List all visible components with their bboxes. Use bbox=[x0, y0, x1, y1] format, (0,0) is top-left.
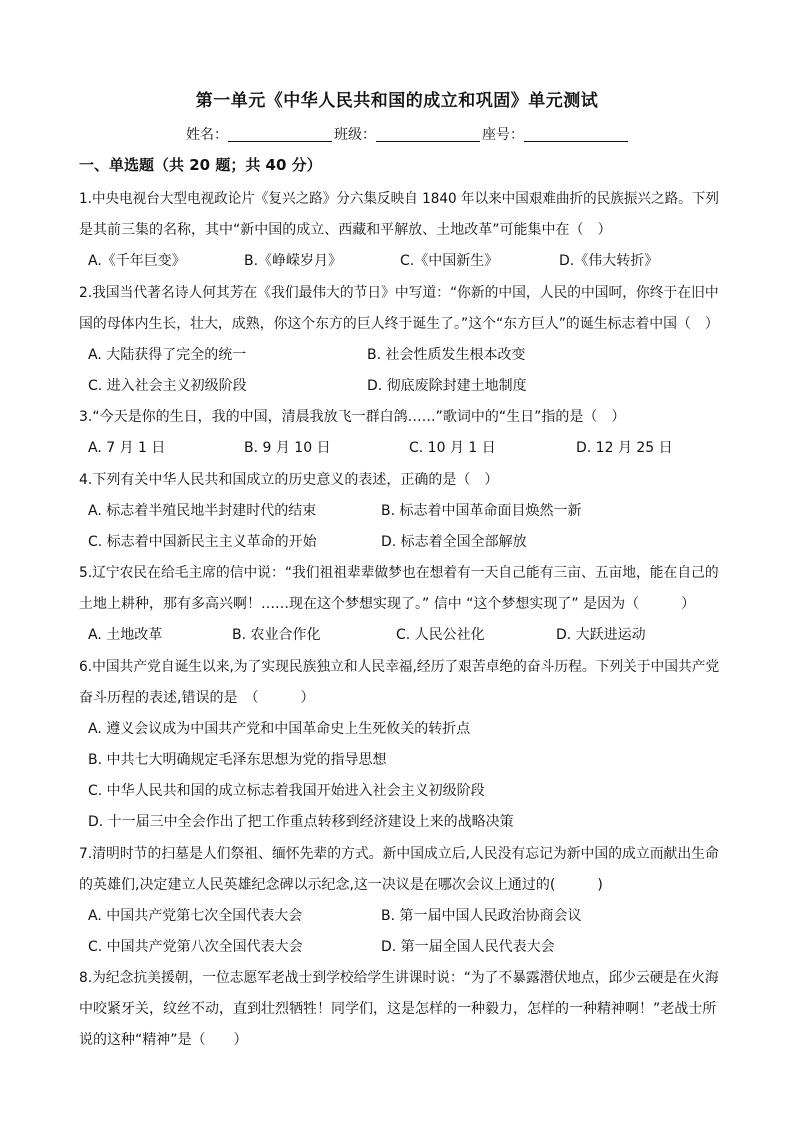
question-2-line-2: 国的母体内生长，壮大，成熟，你这个东方的巨人终于诞生了。”这个“东方巨人”的诞生标志着中国（ ） bbox=[79, 316, 719, 332]
question-6-line-2: 奋斗历程的表述,错误的是 （ ） bbox=[79, 690, 315, 706]
name-blank[interactable] bbox=[228, 127, 332, 142]
question-7-option-d[interactable]: D. 第一届全国人民代表大会 bbox=[381, 939, 555, 955]
question-3-option-c[interactable]: C. 10 月 1 日 bbox=[409, 440, 496, 456]
question-2-option-a[interactable]: A. 大陆获得了完全的统一 bbox=[88, 347, 247, 363]
question-5-option-d[interactable]: D. 大跃进运动 bbox=[556, 627, 646, 643]
question-5-option-c[interactable]: C. 人民公社化 bbox=[396, 627, 485, 643]
page-title: 第一单元《中华人民共和国的成立和巩固》单元测试 bbox=[195, 91, 599, 111]
question-4-option-d[interactable]: D. 标志着全国全部解放 bbox=[381, 534, 527, 550]
question-6-option-d[interactable]: D. 十一届三中全会作出了把工作重点转移到经济建设上来的战略决策 bbox=[88, 814, 514, 830]
question-5-line-2: 土地上耕种，那有多高兴啊！……现在这个梦想实现了。” 信中 “这个梦想实现了” 是因为（ ） bbox=[79, 596, 696, 612]
question-5-option-b[interactable]: B. 农业合作化 bbox=[232, 627, 321, 643]
question-8-line-1: 8.为纪念抗美援朝，一位志愿军老战士到学校给学生讲课时说：“为了不暴露潜伏地点，邱少云硬是在火海 bbox=[79, 970, 719, 986]
question-6-option-a[interactable]: A. 遵义会议成为中国共产党和中国革命史上生死攸关的转折点 bbox=[88, 721, 471, 737]
name-label: 姓名： bbox=[186, 127, 228, 143]
question-2-option-b[interactable]: B. 社会性质发生根本改变 bbox=[367, 347, 526, 363]
question-7-option-c[interactable]: C. 中国共产党第八次全国代表大会 bbox=[88, 939, 303, 955]
question-6-line-1: 6.中国共产党自诞生以来,为了实现民族独立和人民幸福,经历了艰苦卓绝的奋斗历程。下列关于中国共产党 bbox=[79, 659, 720, 675]
section-heading: 一、单选题（共 20 题；共 40 分） bbox=[79, 156, 322, 174]
question-3-option-b[interactable]: B. 9 月 10 日 bbox=[244, 440, 331, 456]
question-3-option-d[interactable]: D. 12 月 25 日 bbox=[576, 440, 673, 456]
question-2-line-1: 2.我国当代著名诗人何其芳在《我们最伟大的节日》中写道：“你新的中国，人民的中国呵，你终于在旧中 bbox=[79, 285, 719, 301]
class-label: 班级： bbox=[334, 127, 376, 143]
question-7-line-1: 7.清明时节的扫墓是人们祭祖、缅怀先辈的方式。新中国成立后,人民没有忘记为新中国的成立而献出生命 bbox=[79, 846, 719, 862]
question-2-option-c[interactable]: C. 进入社会主义初级阶段 bbox=[88, 378, 247, 394]
student-info-line bbox=[186, 124, 630, 144]
class-blank[interactable] bbox=[376, 127, 480, 142]
question-4-option-a[interactable]: A. 标志着半殖民地半封建时代的结束 bbox=[88, 503, 317, 519]
question-1-option-a[interactable]: A.《千年巨变》 bbox=[88, 253, 186, 269]
question-1-option-c[interactable]: C.《中国新生》 bbox=[400, 253, 499, 269]
question-4-line-1: 4.下列有关中华人民共和国成立的历史意义的表述，正确的是（ ） bbox=[79, 472, 499, 488]
question-7-line-2: 的英雄们,决定建立人民英雄纪念碑以示纪念,这一决议是在哪次会议上通过的( ) bbox=[79, 877, 603, 893]
question-6-option-b[interactable]: B. 中共七大明确规定毛泽东思想为党的指导思想 bbox=[88, 752, 387, 768]
question-1-line-2: 是其前三集的名称，其中“新中国的成立、西藏和平解放、土地改革”可能集中在（ ） bbox=[79, 222, 612, 238]
question-7-option-b[interactable]: B. 第一届中国人民政治协商会议 bbox=[381, 908, 582, 924]
question-2-option-d[interactable]: D. 彻底废除封建土地制度 bbox=[367, 378, 527, 394]
question-1-line-1: 1.中央电视台大型电视政论片《复兴之路》分六集反映自 1840 年以来中国艰难曲折的民族振兴之路。下列 bbox=[79, 191, 719, 207]
question-3-line-1: 3.“今天是你的生日，我的中国，清晨我放飞一群白鸽……”歌词中的“生日”指的是（ ） bbox=[79, 409, 626, 425]
question-4-option-b[interactable]: B. 标志着中国革命面目焕然一新 bbox=[381, 503, 582, 519]
question-1-option-d[interactable]: D.《伟大转折》 bbox=[559, 253, 659, 269]
question-4-option-c[interactable]: C. 标志着中国新民主主义革命的开始 bbox=[88, 534, 317, 550]
question-8-line-2: 中咬紧牙关，纹丝不动，直到壮烈牺牲！同学们，这是怎样的一种毅力，怎样的一种精神啊！”老战士所 bbox=[79, 1001, 717, 1017]
question-5-line-1: 5.辽宁农民在给毛主席的信中说：“我们祖祖辈辈做梦也在想着有一天自己能有三亩、五亩地，能在自己的 bbox=[79, 565, 719, 581]
question-1-option-b[interactable]: B.《峥嵘岁月》 bbox=[244, 253, 343, 269]
question-5-option-a[interactable]: A. 土地改革 bbox=[88, 627, 163, 643]
question-6-option-c[interactable]: C. 中华人民共和国的成立标志着我国开始进入社会主义初级阶段 bbox=[88, 783, 485, 799]
question-7-option-a[interactable]: A. 中国共产党第七次全国代表大会 bbox=[88, 908, 303, 924]
seat-label: 座号： bbox=[482, 127, 524, 143]
question-3-option-a[interactable]: A. 7 月 1 日 bbox=[88, 440, 166, 456]
question-8-line-3: 说的这种“精神”是（ ） bbox=[79, 1032, 248, 1048]
seat-blank[interactable] bbox=[524, 127, 628, 142]
